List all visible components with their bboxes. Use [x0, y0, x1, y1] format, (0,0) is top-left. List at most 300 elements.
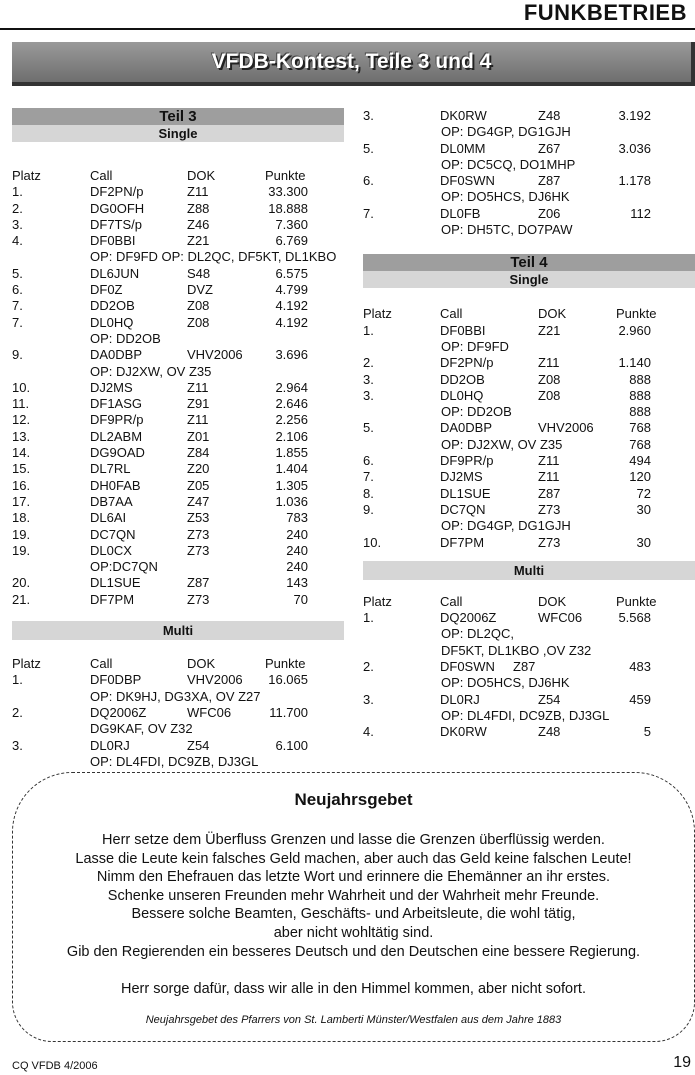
callsign: DB7AA — [90, 493, 133, 509]
dok: VHV2006 — [187, 347, 243, 363]
points: 30 — [636, 534, 651, 550]
result-row — [12, 478, 344, 494]
callsign: DA0DBP — [440, 420, 493, 436]
callsign: DG0OFH — [90, 200, 145, 216]
operator-row — [363, 222, 695, 238]
col-dok: DOK — [538, 306, 567, 322]
points: 4.192 — [275, 314, 308, 330]
callsign: DL2ABM — [90, 428, 143, 444]
points: 11.700 — [269, 704, 308, 720]
points: 1.140 — [618, 355, 651, 371]
operator-row — [363, 626, 695, 642]
dok: Z21 — [538, 322, 561, 338]
rank: 2. — [363, 355, 374, 371]
points: 16.065 — [268, 672, 308, 688]
callsign: DL1SUE — [440, 485, 491, 501]
rank: 7. — [363, 205, 374, 221]
callsign: DF2PN/p — [440, 355, 494, 371]
dok: Z11 — [538, 469, 560, 485]
rank: 12. — [12, 412, 31, 428]
result-row — [12, 445, 344, 461]
result-row — [363, 692, 695, 708]
result-row — [363, 502, 695, 518]
dok: Z87 — [187, 575, 210, 591]
column-header-row — [363, 306, 695, 322]
callsign: DF0BBI — [90, 233, 136, 249]
result-row — [363, 610, 695, 626]
result-row — [12, 396, 344, 412]
prayer-line: Schenke unseren Freunden mehr Wahrheit und der Wahrheit mehr Freunde. — [107, 887, 600, 904]
result-row — [12, 347, 344, 363]
callsign: DL0RJ — [90, 737, 130, 753]
teil3-multi-table — [12, 672, 344, 770]
points: 1.855 — [275, 445, 308, 461]
dok: Z54 — [538, 691, 561, 707]
operator-row — [12, 721, 344, 737]
prayer-line: Nimm den Ehefrauen das letzte Wort und erinnere die Ehemänner an ihr erstes. — [96, 869, 611, 886]
operators: OP: DJ2XW, OV Z35 — [90, 363, 212, 379]
article-banner — [12, 42, 695, 86]
operators: OP: DH5TC, DO7PAW — [441, 222, 573, 238]
operator-row — [363, 339, 695, 355]
col-call: Call — [90, 656, 113, 672]
callsign: DF0DBP — [90, 672, 142, 688]
rank: 1. — [12, 672, 23, 688]
page-number: 19 — [673, 1054, 691, 1071]
rank: 3. — [12, 216, 23, 232]
col-call: Call — [90, 168, 113, 183]
operator-row — [363, 518, 695, 534]
rank: 1. — [363, 322, 374, 338]
callsign: DL1SUE — [90, 575, 141, 591]
result-row — [363, 420, 695, 436]
rank: 9. — [363, 501, 374, 517]
points: 2.646 — [275, 396, 308, 412]
operators: OP: DO5HCS, DJ6HK — [441, 189, 570, 205]
operator-row — [12, 689, 344, 705]
dok: VHV2006 — [538, 420, 594, 436]
points: 6.575 — [275, 265, 308, 281]
dok: VHV2006 — [187, 672, 243, 688]
points: 5.568 — [618, 610, 651, 626]
operator-row — [363, 708, 695, 724]
teil4-heading: Teil 4 — [363, 254, 695, 271]
result-row — [363, 659, 695, 675]
operators: OP: DG4GP, DG1GJH — [441, 124, 571, 140]
col-punkte: Punkte — [616, 593, 657, 609]
rank: 18. — [12, 510, 31, 526]
points: 240 — [286, 526, 308, 542]
dok: Z46 — [187, 216, 210, 232]
rank: 14. — [12, 445, 31, 461]
dok: Z20 — [187, 461, 210, 477]
teil4-multi-label: Multi — [363, 561, 695, 580]
points: 1.404 — [275, 461, 308, 477]
col-call: Call — [440, 306, 463, 322]
header-rule — [0, 28, 695, 30]
points: 72 — [636, 485, 651, 501]
rank: 21. — [12, 591, 31, 607]
rank: 6. — [363, 453, 374, 469]
column-header-row — [12, 656, 344, 672]
col-punkte: Punkte — [265, 168, 306, 183]
callsign: DQ2006Z — [440, 610, 497, 626]
points: 1.305 — [275, 477, 308, 493]
callsign: DL0FB — [440, 205, 481, 221]
teil3-multi-label: Multi — [12, 621, 344, 640]
points: 6.100 — [275, 737, 308, 753]
callsign: DL0RJ — [440, 691, 480, 707]
dok: Z47 — [187, 493, 210, 509]
dok: Z11 — [538, 453, 560, 469]
dok: Z87 — [513, 659, 536, 675]
callsign: DL0MM — [440, 140, 486, 156]
result-row — [12, 738, 344, 754]
points: 2.256 — [275, 412, 308, 428]
teil3-continued-table — [363, 108, 695, 238]
dok: Z73 — [187, 542, 210, 558]
dok: WFC06 — [187, 704, 232, 720]
callsign: DF7TS/p — [90, 216, 143, 232]
callsign: DC7QN — [90, 526, 136, 542]
prayer-line: Bessere solche Beamten, Geschäfts- und Arbeitsleute, die wohl tätig, — [131, 906, 576, 923]
callsign: DK0RW — [440, 108, 487, 123]
rank: 3. — [363, 691, 374, 707]
result-row — [12, 233, 344, 249]
operator-row — [363, 124, 695, 140]
rank: 16. — [12, 477, 31, 493]
rank: 2. — [12, 704, 23, 720]
operator-row — [363, 404, 695, 420]
rank: 5. — [12, 265, 23, 281]
callsign: DF9PR/p — [90, 412, 144, 428]
points: 33.300 — [268, 184, 308, 200]
rank: 1. — [12, 184, 23, 200]
dok: Z48 — [538, 108, 561, 123]
dok: Z73 — [187, 591, 210, 607]
teil3-heading: Teil 3 — [12, 108, 344, 125]
callsign: DF2PN/p — [90, 184, 144, 200]
dok: Z11 — [538, 355, 560, 371]
points: 30 — [636, 501, 651, 517]
col-dok: DOK — [538, 593, 567, 609]
points: 783 — [286, 510, 308, 526]
col-platz: Platz — [363, 593, 392, 609]
rank: 10. — [363, 534, 382, 550]
operator-row — [363, 157, 695, 173]
rank: 3. — [363, 108, 374, 123]
operators: OP: DF9FD OP: DL2QC, DF5KT, DL1KBO — [90, 249, 337, 265]
callsign: DF0BBI — [440, 322, 486, 338]
rank: 7. — [12, 298, 23, 314]
dok: Z87 — [538, 485, 561, 501]
points: 483 — [629, 659, 651, 675]
dok: Z08 — [187, 298, 210, 314]
result-row — [12, 543, 344, 559]
col-platz: Platz — [12, 656, 41, 672]
callsign: DA0DBP — [90, 347, 143, 363]
result-row — [363, 372, 695, 388]
article-title: VFDB-Kontest, Teile 3 und 4 — [211, 50, 492, 73]
operator-row — [363, 675, 695, 691]
rank: 8. — [363, 485, 374, 501]
col-platz: Platz — [363, 306, 392, 322]
result-row — [363, 469, 695, 485]
rank: 19. — [12, 526, 31, 542]
points: 3.036 — [618, 140, 651, 156]
points: 768 — [629, 420, 651, 436]
result-row — [363, 535, 695, 551]
result-row — [363, 206, 695, 222]
points: 70 — [293, 591, 308, 607]
operators: DG9KAF, OV Z32 — [90, 721, 193, 737]
points: 6.769 — [275, 233, 308, 249]
operators: OP: DL4FDI, DC9ZB, DJ3GL — [441, 707, 610, 723]
rank: 3. — [363, 387, 374, 403]
callsign: DL6AI — [90, 510, 127, 526]
result-row — [363, 355, 695, 371]
operator-row — [12, 754, 344, 770]
dok: Z01 — [187, 428, 210, 444]
callsign: DJ2MS — [90, 379, 133, 395]
rank: 9. — [12, 347, 23, 363]
rank: 4. — [363, 724, 374, 740]
prayer-line: Gib den Regierenden ein besseres Deutsch und den Deutschen eine bessere Regierung. — [66, 943, 641, 960]
callsign: DQ2006Z — [90, 704, 147, 720]
rank: 3. — [12, 737, 23, 753]
dok: Z67 — [538, 140, 561, 156]
rank: 20. — [12, 575, 31, 591]
dok: Z73 — [538, 534, 561, 550]
callsign: DC7QN — [440, 501, 486, 517]
rank: 19. — [12, 542, 31, 558]
operators: OP: DC5CQ, DO1MHP — [441, 156, 576, 172]
operators: OP: DO5HCS, DJ6HK — [441, 675, 570, 691]
points: 2.960 — [618, 322, 651, 338]
rank: 2. — [363, 659, 374, 675]
rank: 3. — [363, 371, 374, 387]
rank: 5. — [363, 140, 374, 156]
result-row — [12, 298, 344, 314]
callsign: DL7RL — [90, 461, 131, 477]
teil3-single-table — [12, 184, 344, 608]
teil4-single-label: Single — [363, 271, 695, 288]
callsign: DF7PM — [90, 591, 135, 607]
operators: DF5KT, DL1KBO ,OV Z32 — [441, 642, 592, 658]
points: 7.360 — [275, 216, 308, 232]
result-row — [363, 108, 695, 124]
rank: 6. — [363, 173, 374, 189]
points: 5 — [643, 724, 651, 740]
left-column — [12, 108, 344, 770]
points: 2.106 — [275, 428, 308, 444]
operator-row — [12, 331, 344, 347]
callsign: DF0SWN — [440, 659, 495, 675]
points: 240 — [286, 559, 308, 575]
result-row — [12, 380, 344, 396]
operators: OP: DG4GP, DG1GJH — [441, 518, 571, 534]
result-row — [12, 510, 344, 526]
operator-row — [363, 437, 695, 453]
teil4-single-table — [363, 323, 695, 551]
rank: 11. — [12, 396, 30, 412]
callsign: DH0FAB — [90, 477, 141, 493]
points: 888 — [629, 404, 651, 420]
section-header: FUNKBETRIEB — [523, 0, 687, 25]
col-punkte: Punkte — [616, 306, 657, 322]
operators: OP:DC7QN — [90, 559, 158, 575]
right-column — [363, 108, 695, 741]
rank: 7. — [363, 469, 374, 485]
points: 240 — [286, 542, 308, 558]
points: 143 — [286, 575, 308, 591]
dok: Z11 — [187, 412, 209, 428]
dok: Z91 — [187, 396, 210, 412]
dok: Z06 — [538, 205, 561, 221]
points: 888 — [629, 387, 651, 403]
rank: 5. — [363, 420, 374, 436]
callsign: DL0CX — [90, 542, 132, 558]
dok: Z11 — [187, 379, 209, 395]
column-header-row — [363, 594, 695, 610]
dok: S48 — [187, 265, 211, 281]
dok: Z48 — [538, 724, 561, 740]
teil4-multi-table — [363, 610, 695, 740]
points: 3.696 — [275, 347, 308, 363]
dok: WFC06 — [538, 610, 583, 626]
rank: 15. — [12, 461, 31, 477]
prayer-line: aber nicht wohltätig sind. — [273, 924, 434, 941]
rank: 6. — [12, 282, 23, 298]
result-row — [12, 282, 344, 298]
points: 4.192 — [275, 298, 308, 314]
dok: Z21 — [187, 233, 210, 249]
callsign: DD2OB — [90, 298, 135, 314]
rank: 1. — [363, 610, 374, 626]
points: 3.192 — [618, 108, 651, 123]
dok: Z73 — [187, 526, 210, 542]
points: 768 — [629, 436, 651, 452]
points: 112 — [630, 205, 651, 221]
rank: 7. — [12, 314, 23, 330]
prayer-source: Neujahrsgebet des Pfarrers von St. Lamberti Münster/Westfalen aus dem Jahre 1883 — [145, 1014, 562, 1026]
dok: Z08 — [538, 387, 561, 403]
result-row — [12, 705, 344, 721]
result-row — [12, 412, 344, 428]
points: 1.178 — [618, 173, 651, 189]
dok: Z73 — [538, 501, 561, 517]
operator-row — [12, 364, 344, 380]
col-punkte: Punkte — [265, 656, 306, 672]
result-row — [363, 453, 695, 469]
callsign: DK0RW — [440, 724, 487, 740]
col-dok: DOK — [187, 168, 216, 183]
dok: Z87 — [538, 173, 561, 189]
col-platz: Platz — [12, 168, 41, 183]
operators: OP: DL4FDI, DC9ZB, DJ3GL — [90, 753, 259, 769]
callsign: DL6JUN — [90, 265, 140, 281]
operator-row — [12, 559, 344, 575]
operators: OP: DF9FD — [441, 338, 509, 354]
dok: Z84 — [187, 445, 210, 461]
result-row — [363, 173, 695, 189]
result-row — [12, 315, 344, 331]
result-row — [363, 323, 695, 339]
dok: Z11 — [187, 184, 209, 200]
result-row — [12, 184, 344, 200]
dok: Z08 — [538, 371, 561, 387]
rank: 17. — [12, 493, 31, 509]
operators: OP: DD2OB — [441, 404, 512, 420]
operators: OP: DD2OB — [90, 330, 161, 346]
col-call: Call — [440, 593, 463, 609]
result-row — [12, 672, 344, 688]
result-row — [363, 141, 695, 157]
prayer-title: Neujahrsgebet — [294, 790, 413, 809]
dok: Z54 — [187, 737, 210, 753]
prayer-line: Herr setze dem Überfluss Grenzen und lasse die Grenzen überflüssig werden. — [102, 832, 605, 848]
operators: OP: DK9HJ, DG3XA, OV Z27 — [90, 688, 261, 704]
rank: 4. — [12, 233, 23, 249]
points: 888 — [629, 371, 651, 387]
dok: Z08 — [187, 314, 210, 330]
operators: OP: DL2QC, — [441, 626, 514, 642]
result-row — [363, 388, 695, 404]
callsign: DF9PR/p — [440, 453, 494, 469]
column-header-row — [12, 168, 344, 184]
rank: 13. — [12, 428, 31, 444]
result-row — [12, 429, 344, 445]
points: 459 — [629, 691, 651, 707]
operator-row — [12, 249, 344, 265]
result-row — [12, 461, 344, 477]
result-row — [12, 592, 344, 608]
result-row — [12, 527, 344, 543]
points: 4.799 — [275, 282, 308, 298]
operators: OP: DJ2XW, OV Z35 — [441, 436, 563, 452]
result-row — [12, 266, 344, 282]
rank: 10. — [12, 379, 31, 395]
callsign: DL0HQ — [440, 387, 484, 403]
points: 120 — [629, 469, 651, 485]
result-row — [12, 494, 344, 510]
result-row — [363, 724, 695, 740]
points: 18.888 — [268, 200, 308, 216]
callsign: DD2OB — [440, 371, 485, 387]
points: 494 — [629, 453, 651, 469]
callsign: DL0HQ — [90, 314, 134, 330]
prayer-text — [12, 831, 695, 961]
points: 2.964 — [275, 379, 308, 395]
prayer-line: Lasse die Leute kein falsches Geld machen, aber auch das Geld keine falschen Leute! — [75, 850, 632, 867]
rank: 2. — [12, 200, 23, 216]
teil3-single-label: Single — [12, 125, 344, 142]
col-dok: DOK — [187, 656, 216, 672]
callsign: DF0Z — [90, 282, 123, 298]
result-row — [12, 201, 344, 217]
operator-row — [363, 189, 695, 205]
points: 1.036 — [275, 493, 308, 509]
dok: DVZ — [187, 282, 213, 298]
callsign: DG9OAD — [90, 445, 145, 461]
publication-name: CQ VFDB 4/2006 — [12, 1060, 98, 1072]
result-row — [12, 217, 344, 233]
dok: Z88 — [187, 200, 210, 216]
callsign: DF1ASG — [90, 396, 143, 412]
callsign: DF0SWN — [440, 173, 495, 189]
dok: Z05 — [187, 477, 210, 493]
callsign: DJ2MS — [440, 469, 483, 485]
